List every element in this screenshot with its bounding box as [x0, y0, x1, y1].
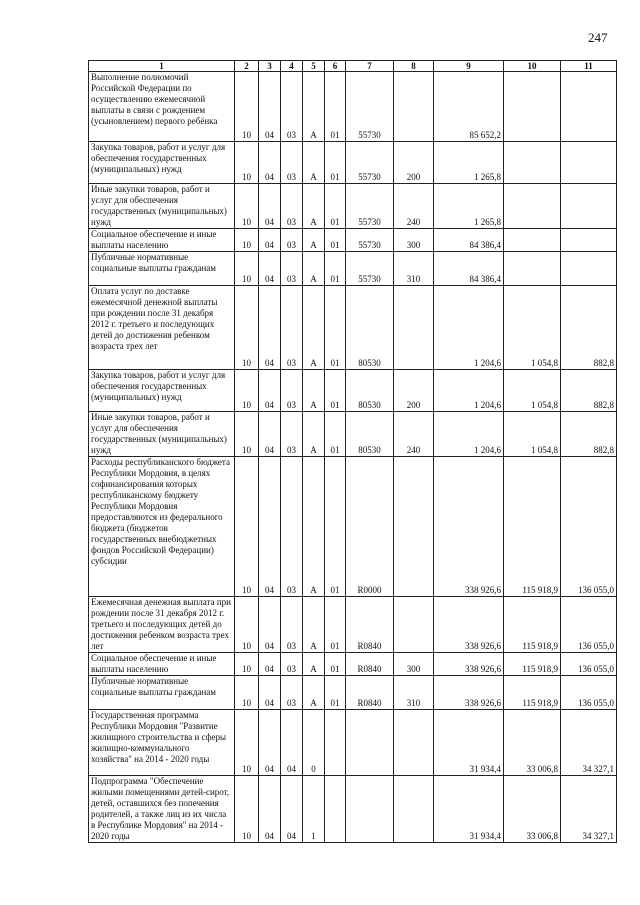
cell-c8: 200 [394, 370, 434, 412]
cell-c10 [504, 252, 561, 286]
cell-c8 [394, 597, 434, 653]
cell-c8 [394, 72, 434, 142]
cell-c6 [325, 776, 346, 843]
cell-c8 [394, 776, 434, 843]
cell-c4: 03 [281, 676, 303, 710]
cell-c9: 84 386,4 [434, 229, 504, 252]
column-header: 1 [89, 61, 235, 72]
cell-c2: 10 [235, 142, 259, 184]
cell-c10: 1 054,8 [504, 412, 561, 457]
cell-c5: А [303, 412, 325, 457]
cell-c11 [561, 229, 617, 252]
cell-c7: 55730 [346, 72, 394, 142]
column-header: 7 [346, 61, 394, 72]
row-name-cell: Социальное обеспечение и иные выплаты населению [89, 229, 235, 252]
cell-c11: 882,8 [561, 286, 617, 370]
cell-c10: 115 918,9 [504, 597, 561, 653]
cell-c5: 1 [303, 776, 325, 843]
cell-c11 [561, 72, 617, 142]
cell-c6: 01 [325, 457, 346, 597]
cell-c7: 80530 [346, 370, 394, 412]
cell-c6: 01 [325, 597, 346, 653]
cell-c3: 04 [259, 286, 281, 370]
cell-c4: 03 [281, 597, 303, 653]
column-header: 9 [434, 61, 504, 72]
column-header: 10 [504, 61, 561, 72]
cell-c2: 10 [235, 252, 259, 286]
table-header-row [89, 61, 617, 72]
cell-c9: 1 204,6 [434, 286, 504, 370]
cell-c3: 04 [259, 229, 281, 252]
cell-c10 [504, 142, 561, 184]
cell-c7 [346, 776, 394, 843]
row-name-cell: Государственная программа Республики Мордовия "Развитие жилищного строительства и сферы жилищно-коммунального хозяйства" на 2014 - 2020 годы [89, 710, 235, 776]
cell-c10: 115 918,9 [504, 676, 561, 710]
cell-c3: 04 [259, 252, 281, 286]
cell-c2: 10 [235, 412, 259, 457]
cell-c2: 10 [235, 286, 259, 370]
cell-c7 [346, 710, 394, 776]
cell-c3: 04 [259, 457, 281, 597]
cell-c6: 01 [325, 676, 346, 710]
row-name-cell: Публичные нормативные социальные выплаты гражданам [89, 252, 235, 286]
cell-c9: 1 265,8 [434, 184, 504, 229]
table-row [89, 457, 617, 597]
cell-c8: 300 [394, 229, 434, 252]
cell-c5: А [303, 676, 325, 710]
row-name-cell: Расходы республиканского бюджета Республики Мордовия, в целях софинансирования которых республиканскому бюджету Республики Мордовия предоставляются из федерального бюджета (бюджетов государственных внебюджетных фондов Российской Федерации) субсидии [89, 457, 235, 597]
cell-c6: 01 [325, 653, 346, 676]
budget-table [88, 60, 617, 843]
cell-c3: 04 [259, 653, 281, 676]
cell-c3: 04 [259, 676, 281, 710]
table-row [89, 370, 617, 412]
cell-c4: 03 [281, 286, 303, 370]
cell-c7: 80530 [346, 286, 394, 370]
cell-c7: 55730 [346, 252, 394, 286]
cell-c5: А [303, 142, 325, 184]
cell-c2: 10 [235, 710, 259, 776]
cell-c3: 04 [259, 710, 281, 776]
cell-c6: 01 [325, 229, 346, 252]
cell-c7: 80530 [346, 412, 394, 457]
cell-c7: R0000 [346, 457, 394, 597]
cell-c3: 04 [259, 142, 281, 184]
table-row [89, 184, 617, 229]
cell-c11 [561, 184, 617, 229]
cell-c5: А [303, 370, 325, 412]
cell-c6: 01 [325, 286, 346, 370]
cell-c7: R0840 [346, 676, 394, 710]
cell-c11: 34 327,1 [561, 710, 617, 776]
cell-c2: 10 [235, 676, 259, 710]
cell-c6: 01 [325, 412, 346, 457]
cell-c2: 10 [235, 370, 259, 412]
cell-c4: 03 [281, 142, 303, 184]
cell-c3: 04 [259, 776, 281, 843]
cell-c8 [394, 286, 434, 370]
row-name-cell: Иные закупки товаров, работ и услуг для обеспечения государственных (муниципальных) нужд [89, 412, 235, 457]
cell-c5: А [303, 252, 325, 286]
cell-c4: 03 [281, 370, 303, 412]
table-row [89, 286, 617, 370]
column-header: 11 [561, 61, 617, 72]
cell-c11: 136 055,0 [561, 597, 617, 653]
cell-c4: 04 [281, 710, 303, 776]
row-name-cell: Выполнение полномочий Российской Федерации по осуществлению ежемесячной выплаты в связи с рождением (усыновлением) первого ребёнка [89, 72, 235, 142]
cell-c5: А [303, 653, 325, 676]
table-row [89, 676, 617, 710]
cell-c8: 310 [394, 676, 434, 710]
cell-c7: 55730 [346, 142, 394, 184]
column-header: 4 [281, 61, 303, 72]
cell-c8: 300 [394, 653, 434, 676]
cell-c9: 84 386,4 [434, 252, 504, 286]
cell-c11 [561, 142, 617, 184]
cell-c9: 31 934,4 [434, 710, 504, 776]
page-number: 247 [588, 30, 608, 45]
cell-c10 [504, 72, 561, 142]
cell-c9: 338 926,6 [434, 653, 504, 676]
column-header: 5 [303, 61, 325, 72]
cell-c10: 1 054,8 [504, 286, 561, 370]
column-header: 2 [235, 61, 259, 72]
cell-c11: 136 055,0 [561, 457, 617, 597]
cell-c6: 01 [325, 184, 346, 229]
row-name-cell: Закупка товаров, работ и услуг для обеспечения государственных (муниципальных) нужд [89, 142, 235, 184]
cell-c3: 04 [259, 597, 281, 653]
cell-c7: R0840 [346, 653, 394, 676]
table-row [89, 72, 617, 142]
row-name-cell: Социальное обеспечение и иные выплаты населению [89, 653, 235, 676]
row-name-cell: Закупка товаров, работ и услуг для обеспечения государственных (муниципальных) нужд [89, 370, 235, 412]
cell-c10: 115 918,9 [504, 653, 561, 676]
cell-c8: 200 [394, 142, 434, 184]
cell-c10: 33 006,8 [504, 710, 561, 776]
cell-c6: 01 [325, 252, 346, 286]
cell-c11: 882,8 [561, 412, 617, 457]
table-row [89, 710, 617, 776]
column-header: 8 [394, 61, 434, 72]
cell-c7: 55730 [346, 184, 394, 229]
cell-c3: 04 [259, 184, 281, 229]
cell-c7: R0840 [346, 597, 394, 653]
cell-c6: 01 [325, 72, 346, 142]
cell-c10: 115 918,9 [504, 457, 561, 597]
cell-c2: 10 [235, 184, 259, 229]
cell-c9: 31 934,4 [434, 776, 504, 843]
cell-c3: 04 [259, 72, 281, 142]
cell-c10 [504, 184, 561, 229]
cell-c9: 85 652,2 [434, 72, 504, 142]
cell-c4: 03 [281, 229, 303, 252]
cell-c10: 33 006,8 [504, 776, 561, 843]
cell-c7: 55730 [346, 229, 394, 252]
row-name-cell: Иные закупки товаров, работ и услуг для обеспечения государственных (муниципальных) нужд [89, 184, 235, 229]
cell-c9: 338 926,6 [434, 676, 504, 710]
cell-c11: 136 055,0 [561, 653, 617, 676]
cell-c8: 240 [394, 184, 434, 229]
cell-c6: 01 [325, 142, 346, 184]
table-row [89, 412, 617, 457]
cell-c6: 01 [325, 370, 346, 412]
cell-c9: 1 204,6 [434, 412, 504, 457]
cell-c11: 136 055,0 [561, 676, 617, 710]
cell-c2: 10 [235, 597, 259, 653]
cell-c4: 03 [281, 457, 303, 597]
column-header: 6 [325, 61, 346, 72]
cell-c4: 03 [281, 412, 303, 457]
table-row [89, 252, 617, 286]
cell-c10: 1 054,8 [504, 370, 561, 412]
cell-c5: 0 [303, 710, 325, 776]
cell-c5: А [303, 72, 325, 142]
cell-c4: 03 [281, 252, 303, 286]
cell-c6 [325, 710, 346, 776]
cell-c5: А [303, 597, 325, 653]
table-row [89, 142, 617, 184]
cell-c11 [561, 252, 617, 286]
cell-c8: 240 [394, 412, 434, 457]
row-name-cell: Оплата услуг по доставке ежемесячной денежной выплаты при рождении после 31 декабря 2012 г. третьего и последующих детей до достижения ребенком возраста трех лет [89, 286, 235, 370]
cell-c9: 338 926,6 [434, 597, 504, 653]
cell-c4: 03 [281, 72, 303, 142]
cell-c8 [394, 710, 434, 776]
cell-c9: 1 204,6 [434, 370, 504, 412]
cell-c2: 10 [235, 457, 259, 597]
row-name-cell: Ежемесячная денежная выплата при рождении после 31 декабря 2012 г. третьего и последующих детей до достижения ребенком возраста трех лет [89, 597, 235, 653]
cell-c11: 34 327,1 [561, 776, 617, 843]
row-name-cell: Публичные нормативные социальные выплаты гражданам [89, 676, 235, 710]
cell-c5: А [303, 457, 325, 597]
table-row [89, 653, 617, 676]
cell-c3: 04 [259, 370, 281, 412]
table-row [89, 776, 617, 843]
cell-c2: 10 [235, 72, 259, 142]
cell-c10 [504, 229, 561, 252]
table-row [89, 229, 617, 252]
cell-c2: 10 [235, 653, 259, 676]
cell-c9: 338 926,6 [434, 457, 504, 597]
row-name-cell: Подпрограмма "Обеспечение жилыми помещениями детей-сирот, детей, оставшихся без попечения родителей, а также лиц из их числа в Республике Мордовия" на 2014 - 2020 годы [89, 776, 235, 843]
cell-c5: А [303, 184, 325, 229]
cell-c4: 04 [281, 776, 303, 843]
cell-c5: А [303, 229, 325, 252]
cell-c2: 10 [235, 776, 259, 843]
cell-c2: 10 [235, 229, 259, 252]
cell-c4: 03 [281, 184, 303, 229]
cell-c9: 1 265,8 [434, 142, 504, 184]
cell-c8 [394, 457, 434, 597]
table-row [89, 597, 617, 653]
column-header: 3 [259, 61, 281, 72]
cell-c4: 03 [281, 653, 303, 676]
cell-c8: 310 [394, 252, 434, 286]
cell-c3: 04 [259, 412, 281, 457]
cell-c5: А [303, 286, 325, 370]
cell-c11: 882,8 [561, 370, 617, 412]
